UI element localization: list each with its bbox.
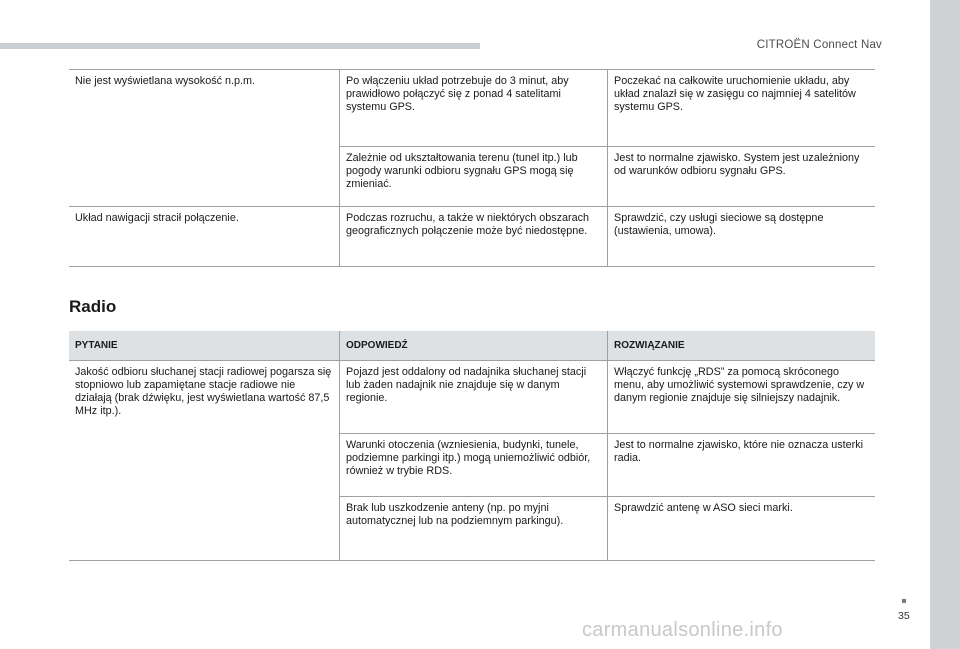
column-header-answer: ODPOWIEDŹ (340, 331, 608, 361)
page-number: 35 (898, 610, 910, 622)
solution-cell: Poczekać na całkowite uruchomienie układu, aby układ znalazł się w zasięgu co najmniej 4 satelitów systemu GPS. (608, 70, 876, 147)
page-marker-dot (902, 599, 906, 603)
solution-cell: Jest to normalne zjawisko, które nie oznacza usterki radia. (608, 434, 876, 497)
radio-troubleshooting-table (69, 331, 875, 561)
brand-title: CITROËN Connect Nav (756, 39, 882, 51)
answer-cell: Zależnie od ukształtowania terenu (tunel itp.) lub pogody warunki odbioru sygnału GPS mogą się zmieniać. (340, 147, 608, 207)
question-cell: Układ nawigacji stracił połączenie. (69, 207, 340, 267)
question-cell: Jakość odbioru słuchanej stacji radiowej pogarsza się stopniowo lub zapamiętane stacje radiowe nie działają (brak dźwięku, jest wyświetlana wartość 87,5 MHz itp.). (69, 361, 340, 561)
solution-cell: Włączyć funkcję „RDS” za pomocą skróconego menu, aby umożliwić systemowi sprawdzenie, czy w danym regionie znajduje się silniejszy nadajnik. (608, 361, 876, 434)
table-row (69, 70, 875, 147)
solution-cell: Jest to normalne zjawisko. System jest uzależniony od warunków odbioru sygnału GPS. (608, 147, 876, 207)
column-header-solution: ROZWIĄZANIE (608, 331, 876, 361)
solution-cell: Sprawdzić, czy usługi sieciowe są dostępne (ustawienia, umowa). (608, 207, 876, 267)
answer-cell: Po włączeniu układ potrzebuje do 3 minut, aby prawidłowo połączyć się z ponad 4 satelitami systemu GPS. (340, 70, 608, 147)
watermark: carmanualsonline.info (582, 619, 783, 641)
gps-troubleshooting-table (69, 69, 875, 267)
answer-cell: Warunki otoczenia (wzniesienia, budynki, tunele, podziemne parkingi itp.) mogą uniemożliwić odbiór, również w trybie RDS. (340, 434, 608, 497)
solution-cell: Sprawdzić antenę w ASO sieci marki. (608, 497, 876, 561)
page-edge-bar (930, 0, 960, 649)
answer-cell: Pojazd jest oddalony od nadajnika słuchanej stacji lub żaden nadajnik nie znajduje się w danym regionie. (340, 361, 608, 434)
question-cell: Nie jest wyświetlana wysokość n.p.m. (69, 70, 340, 207)
column-header-question: PYTANIE (69, 331, 340, 361)
table-row (69, 207, 875, 267)
answer-cell: Brak lub uszkodzenie anteny (np. po myjni automatycznej lub na podziemnym parkingu). (340, 497, 608, 561)
answer-cell: Podczas rozruchu, a także w niektórych obszarach geograficznych połączenie może być niedostępne. (340, 207, 608, 267)
table-row (69, 361, 875, 434)
section-title-radio: Radio (69, 297, 117, 316)
header-rule (0, 43, 480, 49)
table-header-row (69, 331, 875, 361)
